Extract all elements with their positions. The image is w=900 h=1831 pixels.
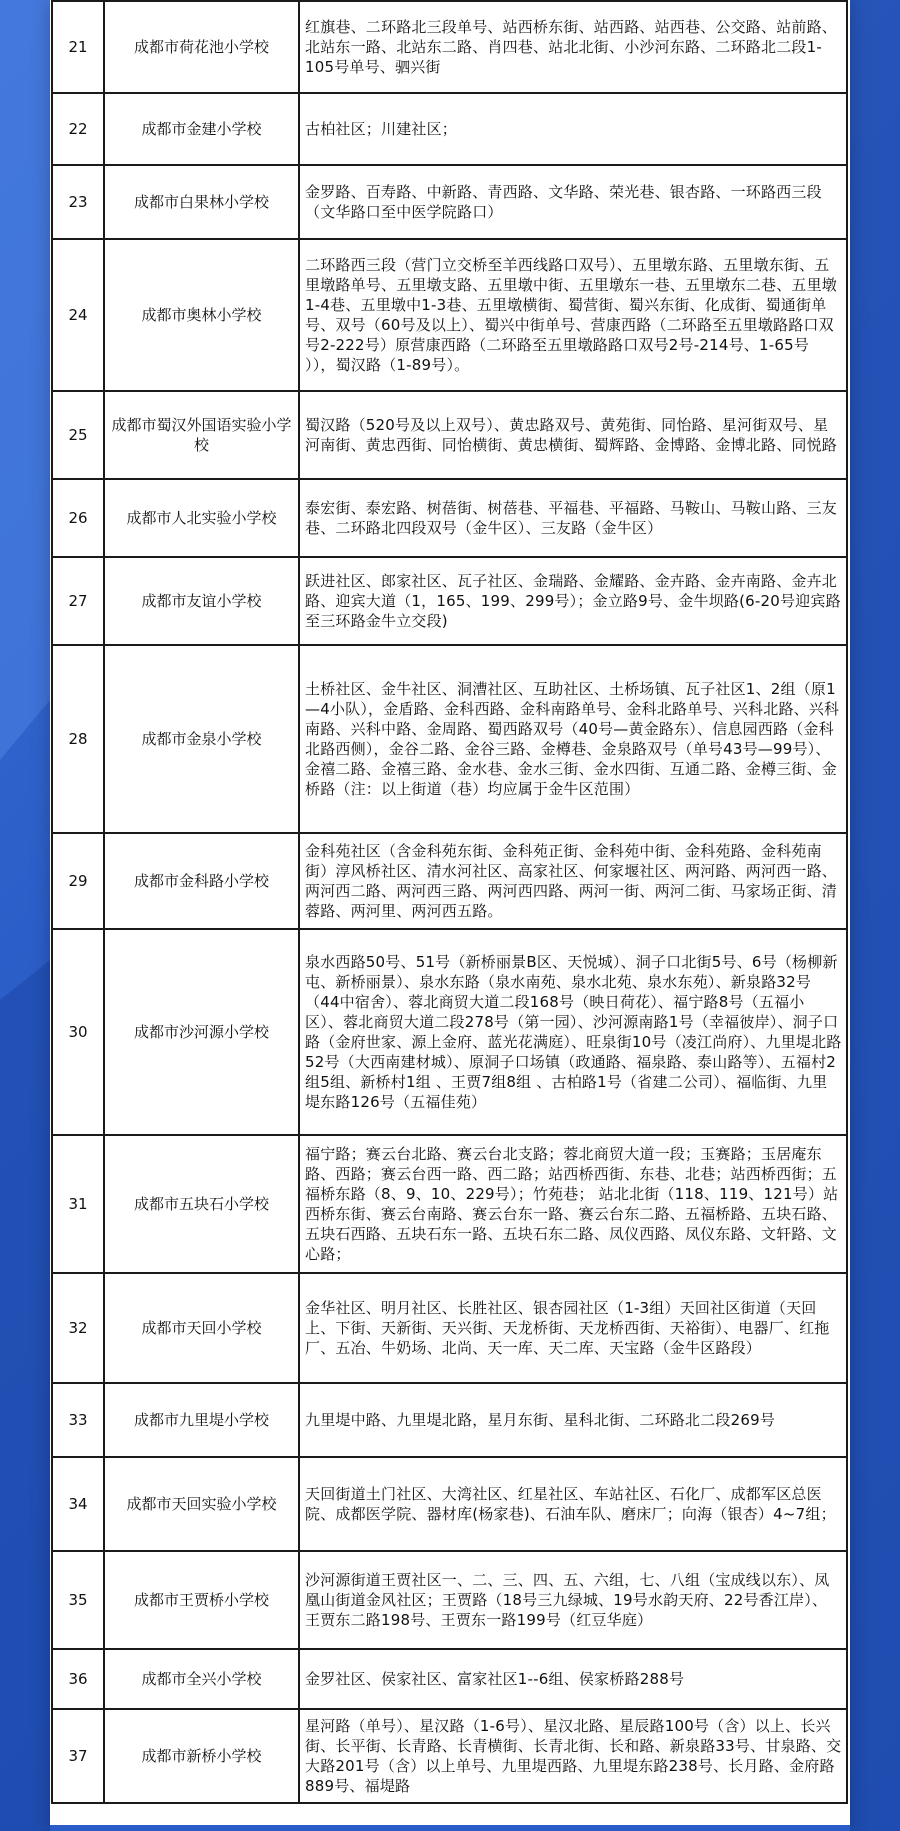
table-row	[52, 1457, 847, 1551]
school-district-table	[51, 0, 848, 1804]
enrollment-area: 金科苑社区（含金科苑东街、金科苑正街、金科苑中街、金科苑路、金科苑南街）淳风桥社区、清水河社区、高家社区、何家堰社区、两河路、两河西一路、两河西二路、两河西三路、两河西四路、两河一街、两河二街、马家场正街、清蓉路、两河里、两河西五路。	[299, 833, 847, 929]
table-row	[52, 1, 847, 93]
row-number: 32	[52, 1273, 104, 1383]
row-number: 25	[52, 391, 104, 479]
school-name: 成都市五块石小学校	[104, 1135, 299, 1273]
school-name: 成都市蜀汉外国语实验小学校	[104, 391, 299, 479]
table-row	[52, 1709, 847, 1803]
school-name: 成都市白果林小学校	[104, 165, 299, 239]
school-name: 成都市王贾桥小学校	[104, 1551, 299, 1649]
enrollment-area: 古柏社区；川建社区；	[299, 93, 847, 165]
enrollment-area: 二环路西三段（营门立交桥至羊西线路口双号）、五里墩东路、五里墩东街、五里墩路单号、五里墩支路、五里墩中街、五里墩东一巷、五里墩东二巷、五里墩1-4巷、五里墩中1-3巷、五里墩横街、蜀营街、蜀兴东街、化成街、蜀通街单号、双号（60号及以上）、蜀兴中街单号、营康西路（二环路至五里墩路路口双号2-222号）原营康西路（二环路至五里墩路路口双号2号-214号、1-65号 ）），蜀汉路（1-89号）。	[299, 239, 847, 391]
table-row	[52, 557, 847, 645]
table-row	[52, 1273, 847, 1383]
row-number: 22	[52, 93, 104, 165]
row-number: 21	[52, 1, 104, 93]
row-number: 36	[52, 1649, 104, 1709]
table-row	[52, 239, 847, 391]
row-number: 37	[52, 1709, 104, 1803]
school-name: 成都市九里堤小学校	[104, 1383, 299, 1457]
school-name: 成都市全兴小学校	[104, 1649, 299, 1709]
row-number: 35	[52, 1551, 104, 1649]
row-number: 23	[52, 165, 104, 239]
school-name: 成都市荷花池小学校	[104, 1, 299, 93]
bottom-strip	[50, 1825, 850, 1831]
table-row	[52, 391, 847, 479]
school-name: 成都市奥林小学校	[104, 239, 299, 391]
document-sheet	[50, 0, 850, 1831]
row-number: 26	[52, 479, 104, 557]
enrollment-area: 金罗路、百寿路、中新路、青西路、文华路、荣光巷、银杏路、一环路西三段（文华路口至中医学院路口）	[299, 165, 847, 239]
school-name: 成都市天回小学校	[104, 1273, 299, 1383]
table-row	[52, 165, 847, 239]
row-number: 31	[52, 1135, 104, 1273]
row-number: 34	[52, 1457, 104, 1551]
enrollment-area: 九里堤中路、九里堤北路，星月东街、星科北街、二环路北二段269号	[299, 1383, 847, 1457]
table-row	[52, 479, 847, 557]
enrollment-area: 金罗社区、侯家社区、富家社区1--6组、侯家桥路288号	[299, 1649, 847, 1709]
school-name: 成都市金泉小学校	[104, 645, 299, 833]
school-name: 成都市金科路小学校	[104, 833, 299, 929]
enrollment-area: 蜀汉路（520号及以上双号）、黄忠路双号、黄苑街、同怡路、星河街双号、星河南街、黄忠西街、同怡横街、黄忠横街、蜀辉路、金博路、金博北路、同悦路	[299, 391, 847, 479]
enrollment-area: 福宁路；赛云台北路、赛云台北支路；蓉北商贸大道一段；玉赛路；玉居庵东路、西路；赛云台西一路、西二路；站西桥西街、东巷、北巷；站西桥西街；五福桥东路（8、9、10、229号）；竹苑巷； 站北北街（118、119、121号）站西桥东街、赛云台南路、赛云台东一路、赛云台东二路、五福桥路、五块石路、五块石西路、五块石东一路、五块石东二路、凤仪西路、凤仪东路、文轩路、文心路；	[299, 1135, 847, 1273]
enrollment-area: 天回街道土门社区、大湾社区、红星社区、车站社区、石化厂、成都军区总医院、成都医学院、器材库(杨家巷)、石油车队、磨床厂；向海（银杏）4~7组；	[299, 1457, 847, 1551]
row-number: 24	[52, 239, 104, 391]
enrollment-area: 星河路（单号）、星汉路（1-6号）、星汉北路、星辰路100号（含）以上、长兴街、长平街、长青路、长青横街、长青北街、长和路、新泉路33号、甘泉路、交大路201号（含）以上单号、九里堤西路、九里堤东路238号、长月路、金府路889号、福堤路	[299, 1709, 847, 1803]
table-row	[52, 93, 847, 165]
table-row	[52, 1383, 847, 1457]
school-name: 成都市沙河源小学校	[104, 929, 299, 1135]
table-row	[52, 645, 847, 833]
enrollment-area: 土桥社区、金牛社区、洞漕社区、互助社区、土桥场镇、瓦子社区1、2组（原1—4小队），金盾路、金科西路、金科南路单号、金科北路单号、兴科北路、兴科南路、兴科中路、金周路、蜀西路双号（40号—黄金路东）、信息园西路（金科北路西侧），金谷二路、金谷三路、金樽巷、金泉路双号（单号43号—99号）、金禧二路、金禧三路、金水巷、金水三街、金水四街、互通二路、金樽三街、金桥路（注：以上街道（巷）均应属于金牛区范围）	[299, 645, 847, 833]
school-name: 成都市金建小学校	[104, 93, 299, 165]
school-name: 成都市天回实验小学校	[104, 1457, 299, 1551]
enrollment-area: 泉水西路50号、51号（新桥丽景B区、天悦城）、洞子口北街5号、6号（杨柳新屯、新桥丽景）、泉水东路（泉水南苑、泉水北苑、泉水东苑）、新泉路32号（44中宿舍）、蓉北商贸大道二段168号（映日荷花）、福宁路8号（五福小区）、蓉北商贸大道二段278号（第一园）、沙河源南路1号（幸福彼岸）、洞子口路（金府世家、源上金府、蓝光花满庭）、旺泉街10号（凌江尚府）、九里堤北路52号（大西南建材城）、原洞子口场镇（政通路、福泉路、泰山路等）、五福村2组5组、新桥村1组 、王贾7组8组 、古柏路1号（省建二公司）、福临街、九里堤东路126号（五福佳苑）	[299, 929, 847, 1135]
row-number: 29	[52, 833, 104, 929]
table-row	[52, 1135, 847, 1273]
enrollment-area: 跃进社区、郎家社区、瓦子社区、金瑞路、金耀路、金卉路、金卉南路、金卉北路、迎宾大道（1，165、199、299号）；金立路9号、金牛坝路(6-20号迎宾路至三环路金牛立交段)	[299, 557, 847, 645]
enrollment-area: 泰宏街、泰宏路、树蓓街、树蓓巷、平福巷、平福路、马鞍山、马鞍山路、三友巷、二环路北四段双号（金牛区）、三友路（金牛区）	[299, 479, 847, 557]
table-row	[52, 1551, 847, 1649]
school-name: 成都市人北实验小学校	[104, 479, 299, 557]
table-row	[52, 929, 847, 1135]
table-row	[52, 1649, 847, 1709]
row-number: 30	[52, 929, 104, 1135]
school-name: 成都市友谊小学校	[104, 557, 299, 645]
table-row	[52, 833, 847, 929]
row-number: 28	[52, 645, 104, 833]
school-name: 成都市新桥小学校	[104, 1709, 299, 1803]
row-number: 33	[52, 1383, 104, 1457]
enrollment-area: 金华社区、明月社区、长胜社区、银杏园社区（1-3组）天回社区街道（天回上、下街、天新街、天兴街、天龙桥街、天龙桥西街、天裕街）、电器厂、红拖厂、五冶、牛奶场、北尚、天一库、天二库、天宝路（金牛区路段）	[299, 1273, 847, 1383]
enrollment-area: 红旗巷、二环路北三段单号、站西桥东街、站西路、站西巷、公交路、站前路、北站东一路、北站东二路、肖四巷、站北北街、小沙河东路、二环路北二段1-105号单号、驷兴街	[299, 1, 847, 93]
enrollment-area: 沙河源街道王贾社区一、二、三、四、五、六组，七、八组（宝成线以东）、凤凰山街道金风社区；王贾路（18号三九绿城、19号水韵天府、22号香江岸）、王贾东二路198号、王贾东一路199号（红豆华庭）	[299, 1551, 847, 1649]
row-number: 27	[52, 557, 104, 645]
